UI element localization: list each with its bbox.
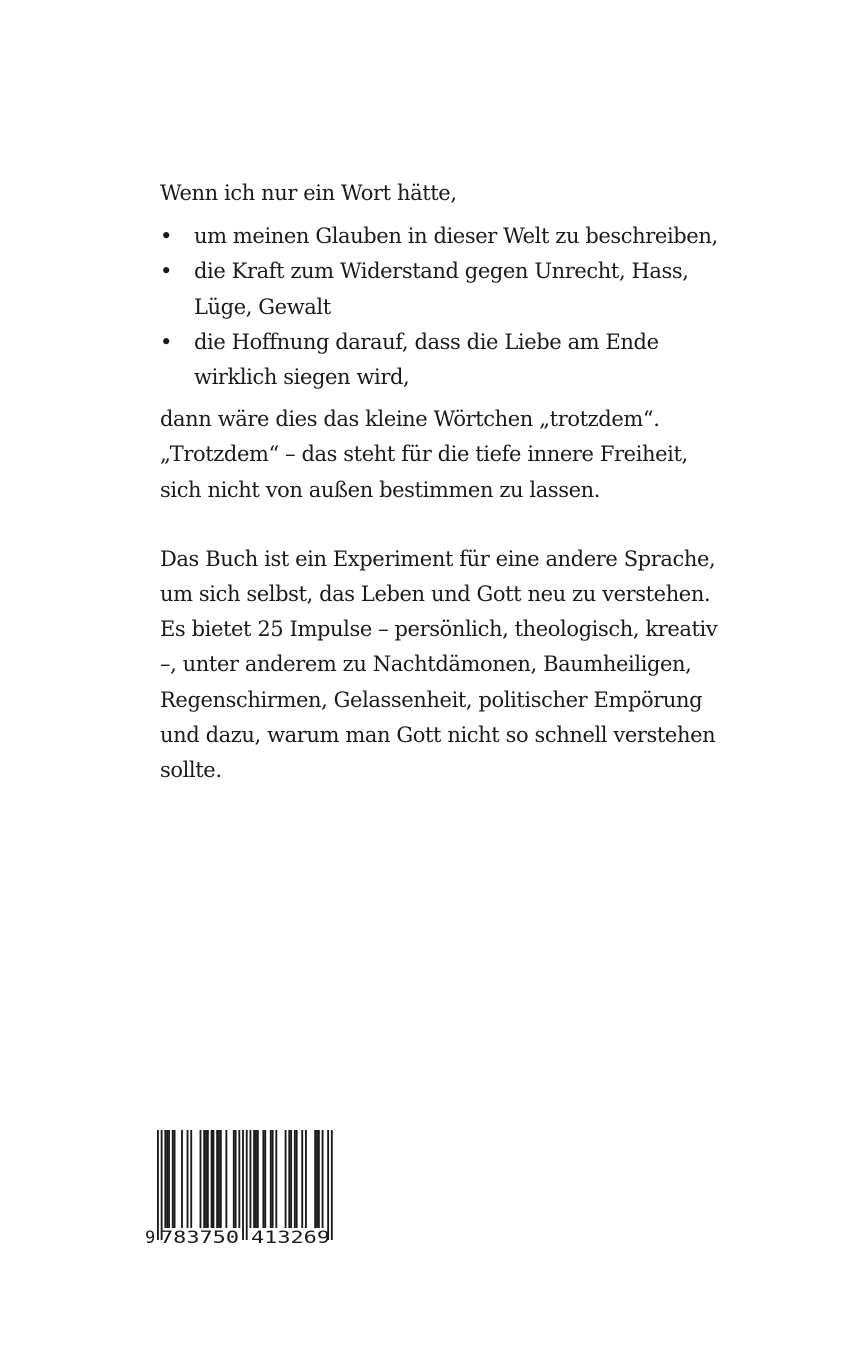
- barcode-bar: [218, 1130, 220, 1228]
- barcode-bar: [305, 1130, 307, 1228]
- barcode-bar: [314, 1130, 316, 1228]
- barcode-bar: [213, 1130, 215, 1228]
- barcode-bar: [331, 1130, 333, 1240]
- barcode-bar: [168, 1130, 170, 1228]
- barcode-bar: [174, 1130, 176, 1228]
- barcode-bar: [285, 1130, 287, 1228]
- barcode-bar: [200, 1130, 202, 1228]
- bullet-item: • um meinen Glauben in dieser Welt zu beschreiben,: [160, 219, 720, 254]
- barcode-bar: [275, 1130, 277, 1228]
- barcode-bar: [161, 1130, 163, 1240]
- trotzdem-paragraph: dann wäre dies das kleine Wörtchen „trotzdem“. „Trotzdem“ – das steht für die tiefe innere Freiheit, sich nicht von außen bestimmen zu lassen.: [160, 407, 688, 502]
- barcode-bar: [327, 1130, 329, 1240]
- barcode-bar: [157, 1130, 159, 1240]
- barcode-bar: [322, 1130, 324, 1228]
- barcode-bar: [316, 1130, 318, 1228]
- barcode-bar: [233, 1130, 235, 1228]
- barcode-bar: [216, 1130, 218, 1228]
- barcode-bar: [225, 1130, 227, 1228]
- barcode-bar: [211, 1130, 213, 1228]
- barcode-bar: [262, 1130, 264, 1228]
- barcode-bar: [255, 1130, 257, 1228]
- barcode-bar: [187, 1130, 189, 1228]
- barcode-bar: [207, 1130, 209, 1228]
- barcode-bars: [157, 1130, 333, 1240]
- barcode-bar: [181, 1130, 183, 1228]
- book-description: Das Buch ist ein Experiment für eine andere Sprache, um sich selbst, das Leben und Gott neu zu verstehen. Es bietet 25 Impulse – persönlich, theologisch, kreativ –, unter anderem zu Nachtdämonen, Baumheiligen, Regenschirmen, Gelassenheit, politischer Empörung und dazu, warum man Gott nicht so schnell verstehen sollte.: [160, 546, 718, 783]
- barcode-left-digits: 783750: [160, 1228, 239, 1246]
- barcode-right-digits: 413269: [251, 1228, 330, 1246]
- barcode-bar: [301, 1130, 303, 1228]
- barcode-bar: [288, 1130, 290, 1228]
- barcode-bar: [246, 1130, 248, 1240]
- barcode-graphic: [145, 1130, 337, 1246]
- barcode-lead-digit: 9: [145, 1228, 156, 1246]
- barcode-bar: [203, 1130, 205, 1228]
- barcode-bar: [242, 1130, 244, 1240]
- barcode-bar: [290, 1130, 292, 1228]
- intro-line: Wenn ich nur ein Wort hätte,: [160, 181, 457, 205]
- barcode-bar: [257, 1130, 259, 1228]
- isbn-barcode: [145, 1130, 337, 1246]
- barcode-bar: [296, 1130, 298, 1228]
- barcode-bar: [166, 1130, 168, 1228]
- bullet-list: [160, 219, 720, 395]
- barcode-bar: [294, 1130, 296, 1228]
- barcode-bar: [250, 1130, 252, 1228]
- barcode-bar: [270, 1130, 272, 1228]
- barcode-bar: [238, 1130, 240, 1228]
- barcode-bar: [253, 1130, 255, 1228]
- barcode-bar: [164, 1130, 166, 1228]
- bullet-item: • die Kraft zum Widerstand gegen Unrecht, Hass, Lüge, Gewalt: [160, 254, 720, 324]
- barcode-bar: [190, 1130, 192, 1228]
- barcode-bar: [272, 1130, 274, 1228]
- barcode-bar: [235, 1130, 237, 1228]
- barcode-bar: [264, 1130, 266, 1228]
- barcode-bar: [172, 1130, 174, 1228]
- barcode-bar: [318, 1130, 320, 1228]
- barcode-bar: [205, 1130, 207, 1228]
- bullet-item: • die Hoffnung darauf, dass die Liebe am Ende wirklich siegen wird,: [160, 325, 720, 395]
- barcode-bar: [220, 1130, 222, 1228]
- blurb: [160, 176, 720, 788]
